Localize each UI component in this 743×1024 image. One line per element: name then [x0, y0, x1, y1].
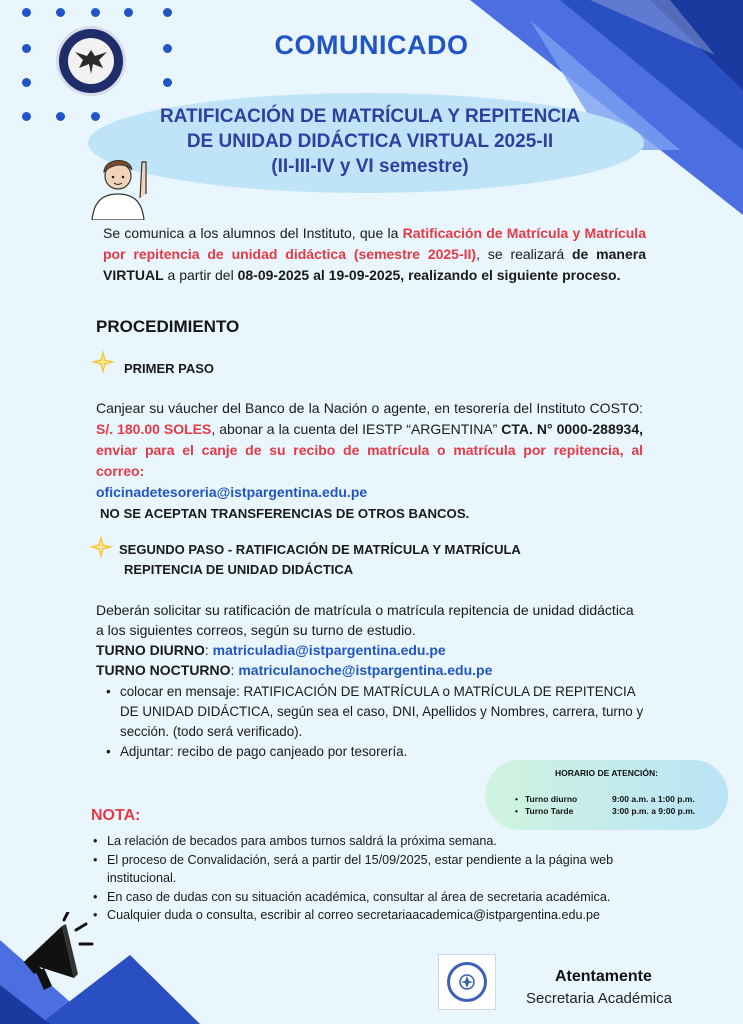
decorative-dot — [163, 8, 172, 17]
decorative-dot — [163, 78, 172, 87]
step-1-instruction: enviar para el canje de su recibo de matrícula o matrícula por repitencia, al correo: — [96, 442, 643, 479]
step-1-title: PRIMER PASO — [124, 361, 215, 376]
treasury-email-link[interactable]: oficinadetesoreria@istpargentina.edu.pe — [96, 484, 368, 500]
person-pointing-illustration — [84, 142, 154, 220]
step-1-account: CTA. N° 0000-288934, — [501, 421, 644, 437]
step-2-intro: Deberán solicitar su ratificación de matrícula o matrícula repitencia de unidad didáctica a los siguientes correos, según su turno de estudio. — [96, 602, 634, 638]
office-hours-box — [485, 760, 728, 830]
office-hours-day-time: 9:00 a.m. a 1:00 p.m. — [612, 794, 695, 804]
seal-icon — [457, 972, 477, 992]
intro-highlight-dates: 08-09-2025 al 19-09-2025, realizando el siguiente proceso. — [237, 267, 621, 283]
note-item: • La relación de becados para ambos turnos saldrá la próxima semana. — [93, 832, 677, 851]
decorative-dot — [56, 8, 65, 17]
step-1-cost: S/. 180.00 SOLES — [96, 421, 212, 437]
office-hours-bullet: • — [515, 794, 518, 804]
step-1-warning: NO SE ACEPTAN TRANSFERENCIAS DE OTROS BANCOS. — [100, 506, 470, 521]
night-shift-email-link[interactable]: matriculanoche@istpargentina.edu.pe — [238, 662, 493, 678]
megaphone-icon — [14, 912, 96, 996]
step-1-text-2: , abonar a la cuenta del IESTP “ARGENTINA” — [211, 421, 502, 437]
notes-list — [93, 832, 677, 925]
office-hours-title: HORARIO DE ATENCIÓN: — [555, 768, 658, 778]
office-hours-bullet: • — [515, 806, 518, 816]
institute-stamp — [438, 954, 496, 1010]
office-hours-afternoon-label: Turno Tarde — [525, 806, 574, 816]
decorative-dot — [22, 78, 31, 87]
night-shift-label: TURNO NOCTURNO — [96, 662, 231, 678]
intro-text-3: a partir del — [163, 267, 238, 283]
step-1-text-1: Canjear su váucher del Banco de la Nación o agente, en tesorería del Instituto COSTO: — [96, 400, 643, 416]
step-2-title-line-2: REPITENCIA DE UNIDAD DIDÁCTICA — [124, 562, 354, 577]
decorative-dot — [22, 8, 31, 17]
step-2-title-line-1: SEGUNDO PASO - RATIFICACIÓN DE MATRÍCULA Y MATRÍCULA — [119, 542, 521, 557]
sparkle-icon — [89, 535, 113, 559]
day-shift-email-link[interactable]: matriculadia@istpargentina.edu.pe — [212, 642, 446, 658]
intro-text-2: , se realizará — [476, 246, 572, 262]
decorative-dot — [91, 112, 100, 121]
subtitle-line-2: DE UNIDAD DIDÁCTICA VIRTUAL 2025-II — [186, 131, 554, 152]
sparkle-icon — [91, 350, 115, 374]
intro-highlight-virtual: de manera VIRTUAL — [103, 246, 646, 283]
decorative-dot — [91, 8, 100, 17]
note-item: • Cualquier duda o consulta, escribir al correo secretariaacademica@istpargentina.edu.pe — [93, 906, 677, 925]
decorative-dot — [124, 8, 133, 17]
page-title: COMUNICADO — [274, 30, 469, 60]
note-item: • En caso de dudas con su situación académica, consultar al área de secretaria académica. — [93, 888, 677, 907]
signature-office: Secretaria Académica — [526, 990, 672, 1007]
procedure-heading: PROCEDIMIENTO — [96, 317, 240, 336]
step-2-bullet-message: • colocar en mensaje: RATIFICACIÓN DE MATRÍCULA o MATRÍCULA DE REPITENCIA DE UNIDAD DIDÁCTICA, según sea el caso, DNI, Apellidos y Nombres, carrera, turno y sección. (todo será verificado). — [106, 682, 646, 742]
note-item: • El proceso de Convalidación, será a partir del 15/09/2025, estar pendiente a la página web institucional. — [93, 851, 677, 888]
step-2-bullet-attach: • Adjuntar: recibo de pago canjeado por tesorería. — [106, 742, 646, 762]
signature-closing: Atentamente — [555, 968, 652, 985]
decorative-dot — [56, 112, 65, 121]
step-1-paragraph — [96, 398, 643, 524]
office-hours-day-label: Turno diurno — [525, 794, 578, 804]
notes-heading: NOTA: — [91, 807, 141, 824]
step-2-paragraph: Deberán solicitar su ratificación de matrícula o matrícula repitencia de unidad didáctica a los siguientes correos, según su turno de estudio. TURNO DIURNO: matriculadia@istpargentina.edu.pe TURNO NOCTURNO: matriculanoche@istpargentina.edu.pe — [96, 602, 634, 678]
decorative-dot — [22, 112, 31, 121]
subtitle-line-3: (II-III-IV y VI semestre) — [271, 156, 469, 177]
day-shift-label: TURNO DIURNO — [96, 642, 205, 658]
subtitle-line-1: RATIFICACIÓN DE MATRÍCULA Y REPITENCIA — [159, 106, 581, 127]
intro-paragraph — [103, 223, 646, 286]
office-hours-afternoon-time: 3:00 p.m. a 9:00 p.m. — [612, 806, 696, 816]
intro-highlight-ratification: Ratificación de Matrícula y Matrícula por repitencia de unidad didáctica (semestre 2025-II) — [103, 225, 646, 262]
step-2-bullets — [106, 682, 646, 762]
intro-text-1: Se comunica a los alumnos del Instituto, que la — [103, 225, 403, 241]
